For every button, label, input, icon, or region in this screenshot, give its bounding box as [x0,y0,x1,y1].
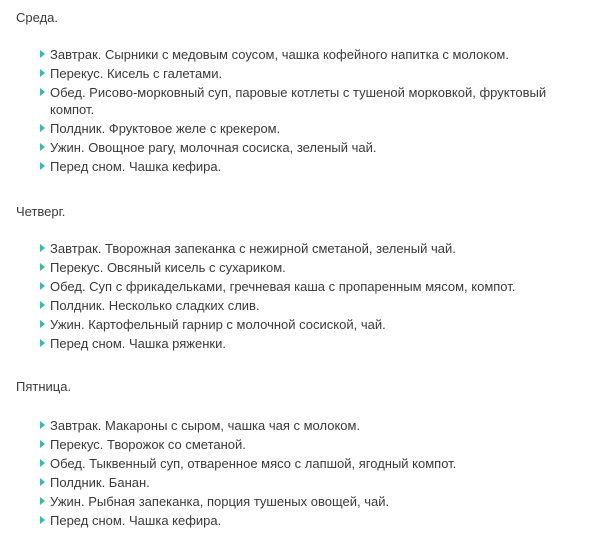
meal-text: Обед. Рисово-морковный суп, паровые котлеты с тушеной морковкой, фруктовый компот. [50,85,547,117]
meal-text: Перед сном. Чашка кефира. [50,159,222,174]
triangle-bullet-icon [40,440,45,448]
meal-text: Перекус. Творожок со сметаной. [50,437,246,452]
triangle-bullet-icon [40,69,45,77]
list-item [16,65,576,82]
meal-text: Завтрак. Сырники с медовым соусом, чашка кофейного напитка с молоком. [50,47,509,62]
list-item [16,455,576,472]
triangle-bullet-icon [40,50,45,58]
triangle-bullet-icon [40,88,45,96]
meal-text: Ужин. Картофельный гарнир с молочной сосиской, чай. [50,317,386,332]
meal-text: Обед. Суп с фрикадельками, гречневая каша с пропаренным мясом, компот. [50,279,516,294]
meal-text: Обед. Тыквенный суп, отваренное мясо с лапшой, ягодный компот. [50,456,457,471]
list-item [16,139,576,156]
day-section-friday [16,378,600,531]
list-item [16,259,576,276]
meal-text: Полдник. Банан. [50,475,150,490]
list-item [16,512,576,529]
list-item [16,335,576,352]
meal-text: Перед сном. Чашка кефира. [50,513,222,528]
list-item [16,436,576,453]
triangle-bullet-icon [40,263,45,271]
list-item [16,84,576,118]
list-item [16,120,576,137]
day-section-wednesday [16,9,600,177]
triangle-bullet-icon [40,320,45,328]
list-item [16,278,576,295]
meal-text: Перед сном. Чашка ряженки. [50,336,226,351]
day-section-thursday [16,203,600,354]
list-item [16,297,576,314]
list-item [16,316,576,333]
triangle-bullet-icon [40,478,45,486]
triangle-bullet-icon [40,339,45,347]
meal-list [16,417,600,529]
meal-list [16,240,600,352]
meal-text: Ужин. Овощное рагу, молочная сосиска, зеленый чай. [50,140,377,155]
list-item [16,46,576,63]
triangle-bullet-icon [40,143,45,151]
triangle-bullet-icon [40,459,45,467]
triangle-bullet-icon [40,162,45,170]
triangle-bullet-icon [40,244,45,252]
list-item [16,158,576,175]
list-item [16,417,576,434]
day-title: Четверг. [16,204,66,219]
meal-text: Завтрак. Макароны с сыром, чашка чая с молоком. [50,418,361,433]
meal-text: Ужин. Рыбная запеканка, порция тушеных овощей, чай. [50,494,390,509]
list-item [16,474,576,491]
meal-text: Завтрак. Творожная запеканка с нежирной сметаной, зеленый чай. [50,241,456,256]
triangle-bullet-icon [40,301,45,309]
triangle-bullet-icon [40,421,45,429]
meal-list [16,46,600,175]
day-title: Пятница. [16,379,72,394]
day-title: Среда. [16,10,58,25]
triangle-bullet-icon [40,124,45,132]
triangle-bullet-icon [40,516,45,524]
meal-text: Полдник. Несколько сладких слив. [50,298,260,313]
meal-text: Перекус. Кисель с галетами. [50,66,223,81]
meal-text: Перекус. Овсяный кисель с сухариком. [50,260,286,275]
list-item [16,240,576,257]
triangle-bullet-icon [40,497,45,505]
meal-text: Полдник. Фруктовое желе с крекером. [50,121,281,136]
list-item [16,493,576,510]
triangle-bullet-icon [40,282,45,290]
